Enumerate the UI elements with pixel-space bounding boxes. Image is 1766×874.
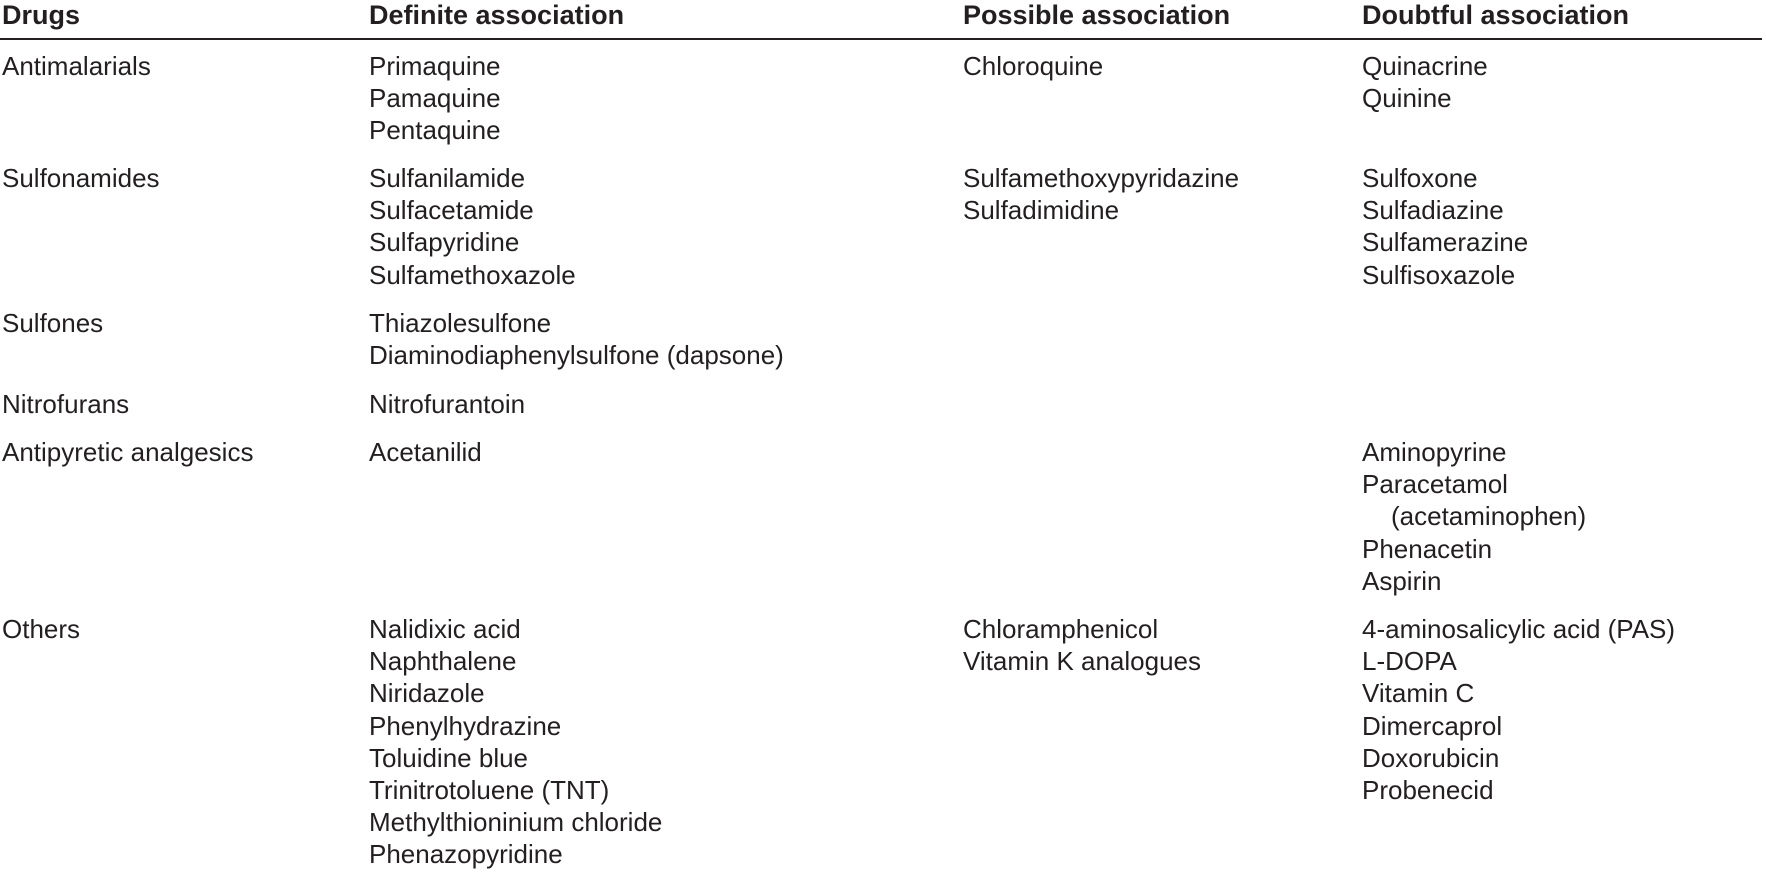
drug-name: Vitamin K analogues — [963, 646, 1202, 677]
drug-class-label: Others — [2, 614, 81, 644]
drug-class-label: Antimalarials — [2, 51, 151, 81]
drug-name: Quinacrine — [1362, 51, 1488, 81]
definite-cell — [369, 436, 482, 468]
drug-class-cell — [2, 307, 103, 339]
drug-name: Vitamin C — [1362, 678, 1475, 709]
drug-name: Trinitrotoluene (TNT) — [369, 774, 610, 805]
drug-name: Thiazolesulfone — [369, 308, 552, 338]
possible-cell — [963, 50, 1103, 82]
drug-class-cell — [2, 388, 129, 420]
drug-name: Phenylhydrazine — [369, 710, 562, 741]
drug-class-label: Nitrofurans — [2, 389, 130, 419]
drug-name: Chloroquine — [963, 51, 1104, 81]
drug-name: Sulfapyridine — [369, 227, 520, 258]
possible-cell — [963, 613, 1201, 677]
drug-name: Probenecid — [1362, 774, 1494, 805]
drug-name: Sulfacetamide — [369, 195, 534, 226]
drug-name: Niridazole — [369, 678, 485, 709]
header-doubtful-association: Doubtful association — [1362, 0, 1630, 30]
drug-name: Pamaquine — [369, 83, 501, 114]
drug-name: Acetanilid — [369, 437, 482, 467]
drug-name: Diaminodiaphenylsulfone (dapsone) — [369, 340, 784, 371]
drug-name: Sulfoxone — [1362, 163, 1478, 193]
definite-cell — [369, 50, 501, 147]
drug-name: Pentaquine — [369, 115, 501, 146]
drug-name: Sulfamethoxazole — [369, 259, 576, 290]
doubtful-cell — [1362, 50, 1488, 114]
definite-cell — [369, 613, 662, 871]
doubtful-cell — [1362, 436, 1586, 597]
drug-name: Sulfadimidine — [963, 195, 1120, 226]
drug-name: Sulfanilamide — [369, 163, 526, 193]
drug-name: Phenazopyridine — [369, 839, 563, 870]
drug-name: Sulfadiazine — [1362, 195, 1504, 226]
doubtful-cell — [1362, 613, 1675, 806]
drug-name: Sulfisoxazole — [1362, 259, 1516, 290]
drug-name: (acetaminophen) — [1391, 501, 1587, 532]
drug-name: Paracetamol — [1362, 469, 1508, 500]
drug-name: Phenacetin — [1362, 533, 1493, 564]
drug-class-cell — [2, 436, 253, 468]
header-rule — [0, 38, 1762, 40]
drug-name: Quinine — [1362, 83, 1452, 114]
drug-class-label: Sulfones — [2, 308, 104, 338]
drug-class-label: Sulfonamides — [2, 163, 160, 193]
drug-name: Aspirin — [1362, 565, 1442, 596]
doubtful-cell — [1362, 162, 1528, 291]
drug-name: Aminopyrine — [1362, 437, 1507, 467]
header-drugs: Drugs — [2, 0, 81, 30]
drug-name: Chloramphenicol — [963, 614, 1159, 644]
drug-name: Naphthalene — [369, 646, 517, 677]
drug-name: Nalidixic acid — [369, 614, 521, 644]
drug-name: Toluidine blue — [369, 742, 529, 773]
possible-cell — [963, 162, 1239, 226]
definite-cell — [369, 162, 576, 291]
drug-name: 4-aminosalicylic acid (PAS) — [1362, 614, 1676, 644]
drug-name: Nitrofurantoin — [369, 389, 526, 419]
drug-name: Methylthioninium chloride — [369, 807, 663, 838]
drug-name: Doxorubicin — [1362, 742, 1500, 773]
definite-cell — [369, 307, 784, 371]
drug-class-cell — [2, 162, 160, 194]
drug-class-cell — [2, 613, 80, 645]
drug-name: Primaquine — [369, 51, 501, 81]
drug-name: Dimercaprol — [1362, 710, 1503, 741]
definite-cell — [369, 388, 525, 420]
drug-name: L-DOPA — [1362, 646, 1457, 677]
header-definite-association: Definite association — [369, 0, 625, 30]
drug-name: Sulfamethoxypyridazine — [963, 163, 1240, 193]
drug-name: Sulfamerazine — [1362, 227, 1529, 258]
header-possible-association: Possible association — [963, 0, 1231, 30]
drug-class-cell — [2, 50, 151, 82]
drug-class-label: Antipyretic analgesics — [2, 437, 254, 467]
